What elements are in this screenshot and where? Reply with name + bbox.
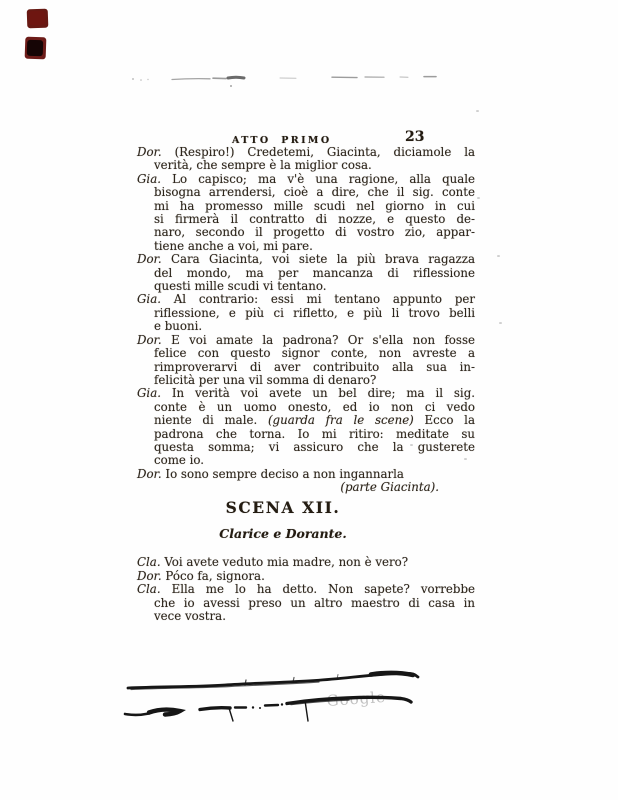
dialogue-line	[137, 307, 475, 320]
dialogue-text: niente di male.	[154, 413, 268, 428]
dialogue-line	[137, 428, 475, 441]
speaker-abbreviation: Gia.	[137, 386, 172, 401]
dialogue-line	[137, 213, 475, 226]
dialogue-line	[137, 361, 475, 374]
dialogue-line	[137, 320, 475, 333]
dialogue-line	[137, 454, 475, 467]
dialogue-line	[137, 159, 475, 172]
dialogue-line	[137, 280, 475, 293]
dialogue-line	[137, 226, 475, 239]
dialogue-line	[137, 610, 475, 623]
speaker-abbreviation: Dor.	[137, 466, 166, 481]
dialogue-line	[137, 173, 475, 186]
dialogue-text: naro, secondo il progetto di vostro zio, appar-	[154, 225, 475, 240]
dialogue-text: vece vostra.	[154, 609, 226, 623]
scene-heading: SCENA XII.	[225, 497, 341, 517]
dialogue-text: felicità per una vil somma di denaro?	[154, 372, 377, 387]
red-scan-marks	[20, 4, 60, 66]
dialogue-text: tiene anche a voi, mi pare.	[154, 238, 313, 253]
speaker-abbreviation: Dor.	[137, 568, 166, 583]
scene-characters: Clarice e Dorante.	[219, 525, 347, 541]
speaker-abbreviation: Cla.	[137, 582, 172, 597]
dialogue-text: che io avessi preso un altro maestro di casa in	[154, 595, 475, 610]
dialogue-text: E voi amate la padrona? Or s'ella non fosse	[171, 332, 476, 347]
stage-direction	[137, 481, 475, 494]
dialogue-text: rimproverarvi di aver contribuito alla sua in-	[154, 359, 475, 374]
dialogue-line	[137, 374, 475, 387]
dialogue-line	[137, 556, 475, 569]
speaker-abbreviation: Dor.	[137, 145, 175, 159]
dialogue-line	[137, 387, 475, 400]
dialogue-block-2	[137, 556, 475, 623]
dialogue-text: come io.	[154, 453, 205, 468]
dialogue-line	[137, 468, 475, 481]
scan-speck	[476, 110, 479, 112]
scan-speck	[499, 322, 502, 324]
dialogue-text: Io sono sempre deciso a non ingannarla	[165, 466, 404, 481]
dialogue-text: conte è un uomo onesto, ed io non ci vedo	[154, 399, 475, 414]
dialogue-text: verità, che sempre è la miglior cosa.	[154, 158, 372, 173]
speaker-abbreviation: Gia.	[137, 171, 173, 186]
dialogue-text: riflessione, e più ci rifletto, e più li trovo belli	[154, 305, 475, 320]
scan-speck	[464, 458, 467, 460]
dialogue-text: Ella me lo ha detto. Non sapete? vorrebbe	[171, 582, 475, 597]
dialogue-line	[137, 401, 475, 414]
dialogue-line	[137, 570, 475, 583]
dialogue-text: felice con questo signor conte, non avreste a	[154, 346, 475, 361]
dialogue-text: del mondo, ma per mancanza di riflessione	[154, 265, 475, 280]
dialogue-text: Lo capisco; ma v'è una ragione, alla quale	[172, 171, 476, 186]
dialogue-text: si firmerà il contratto di nozze, e questo de-	[154, 212, 475, 227]
scan-speck	[477, 197, 480, 199]
dialogue-line	[137, 267, 475, 280]
inline-stage-direction: (guarda fra le scene)	[267, 413, 414, 428]
speaker-abbreviation: Cla.	[137, 555, 165, 570]
scan-smudge-bottom	[105, 663, 435, 733]
dialogue-text: Póco fa, signora.	[165, 568, 265, 583]
dialogue-line	[137, 146, 475, 159]
dialogue-line	[137, 200, 475, 213]
running-header-title: ATTO PRIMO	[232, 135, 332, 146]
dialogue-text: mi ha promesso mille scudi nel giorno in cui	[154, 198, 475, 213]
speaker-abbreviation: Dor.	[137, 332, 172, 347]
dialogue-text: bisogna arrendersi, cioè a dire, che il sig. conte	[154, 185, 475, 200]
dialogue-text: Cara Giacinta, voi siete la più brava ragazza	[170, 252, 476, 267]
inline-stage-direction: (parte Giacinta).	[340, 480, 439, 495]
dialogue-line	[137, 334, 475, 347]
dialogue-line	[137, 240, 475, 253]
dialogue-text: Voi avete veduto mia madre, non è vero?	[164, 555, 409, 570]
dialogue-line	[137, 414, 475, 427]
scan-smudge-top	[125, 70, 445, 94]
dialogue-line	[137, 583, 475, 596]
dialogue-line	[137, 441, 475, 454]
scan-speck	[497, 255, 500, 257]
dialogue-text: questa somma; vi assicuro che la gusterete	[154, 439, 475, 454]
dialogue-line	[137, 186, 475, 199]
dialogue-text: questi mille scudi vi tentano.	[154, 279, 327, 294]
dialogue-text: Ecco la	[413, 413, 475, 428]
page-number: 23	[405, 129, 425, 145]
google-watermark: Google	[326, 687, 387, 710]
speaker-abbreviation: Dor.	[137, 252, 171, 267]
scan-speck	[410, 444, 413, 446]
dialogue-line	[137, 253, 475, 266]
dialogue-text: padrona che torna. Io mi ritiro: meditate su	[154, 426, 475, 441]
text-block	[137, 146, 475, 623]
dialogue-block-1	[137, 146, 475, 495]
dialogue-text: e buoni.	[154, 319, 203, 334]
dialogue-line	[137, 347, 475, 360]
speaker-abbreviation: Gia.	[137, 292, 174, 307]
dialogue-text: In verità voi avete un bel dire; ma il sig.	[171, 386, 475, 401]
dialogue-text: Al contrario: essi mi tentano appunto per	[173, 292, 475, 307]
dialogue-text: (Respiro!) Credetemi, Giacinta, diciamole la	[174, 145, 476, 159]
dialogue-line	[137, 597, 475, 610]
dialogue-line	[137, 293, 475, 306]
